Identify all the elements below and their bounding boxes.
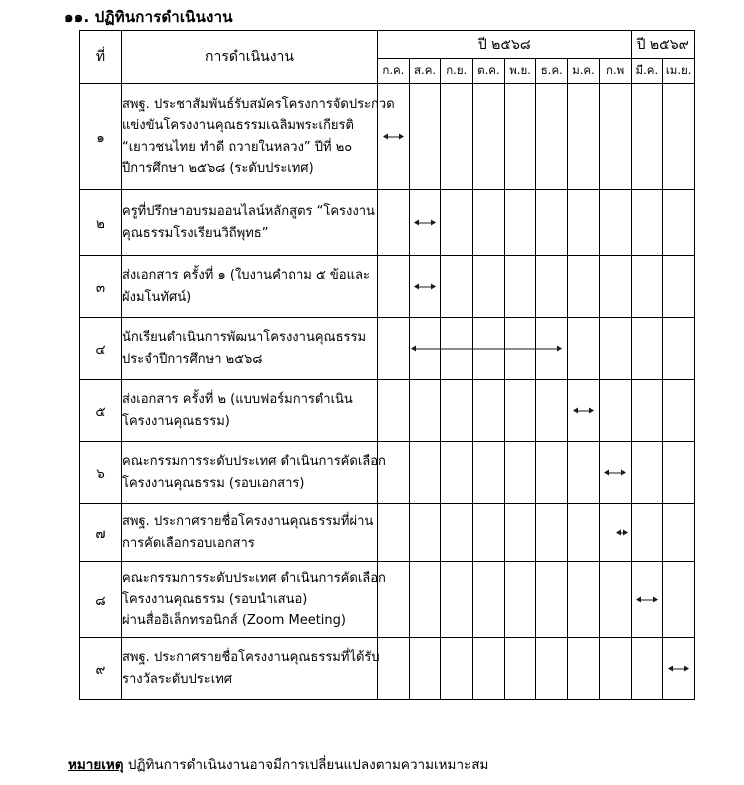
timeline-cell-month-5 (504, 562, 536, 638)
timeline-cell-month-1 (378, 504, 410, 562)
timeline-cell-month-5 (504, 504, 536, 562)
timeline-cell-month-5 (504, 84, 536, 190)
timeline-cell-month-2 (409, 318, 441, 380)
table-row (80, 256, 695, 318)
timeline-cell-month-5 (504, 638, 536, 700)
timeline-arrow-layer (600, 442, 631, 503)
activity-description (122, 256, 378, 318)
timeline-cell-month-9 (631, 504, 663, 562)
timeline-cell-month-4 (473, 84, 505, 190)
timeline-cell-month-6 (536, 562, 568, 638)
timeline-cell-month-8 (599, 442, 631, 504)
row-number: ๘ (80, 562, 122, 638)
timeline-cell-month-10 (663, 84, 695, 190)
activity-description (122, 318, 378, 380)
column-header-month-8: ก.พ (599, 59, 631, 84)
activity-description (122, 84, 395, 190)
column-header-no: ที่ (80, 31, 122, 84)
activity-line: “เยาวชนไทย ทำดี ถวายในหลวง” ปีที่ ๒๐ (122, 139, 353, 155)
table-row (80, 638, 695, 700)
timeline-arrow (415, 286, 435, 287)
timeline-cell-month-4 (473, 442, 505, 504)
activity-line: ผ่านสื่ออิเล็กทรอนิกส์ (Zoom Meeting) (122, 613, 346, 629)
timeline-cell-month-10 (663, 638, 695, 700)
timeline-cell-month-2 (409, 190, 441, 256)
timeline-cell-month-5 (504, 190, 536, 256)
activity-line: ปีการศึกษา ๒๕๖๘ (ระดับประเทศ) (122, 160, 314, 176)
table-body (80, 84, 695, 700)
timeline-cell-month-7 (568, 380, 600, 442)
timeline-arrow (617, 532, 627, 533)
timeline-cell-month-10 (663, 504, 695, 562)
activity-line: แข่งขันโครงงานคุณธรรมเฉลิมพระเกียรติ (122, 118, 354, 134)
activity-line: ส่งเอกสาร ครั้งที่ ๒ (แบบฟอร์มการดำเนิน (122, 392, 353, 408)
column-header-month-9: มี.ค. (631, 59, 663, 84)
activity-line: โครงงานคุณธรรม (รอบนำเสนอ) (122, 591, 308, 607)
timeline-cell-month-8 (599, 504, 631, 562)
column-header-month-10: เม.ย. (663, 59, 695, 84)
timeline-arrow (605, 472, 625, 473)
column-header-month-2: ส.ค. (409, 59, 441, 84)
timeline-cell-month-3 (441, 442, 473, 504)
timeline-cell-month-9 (631, 442, 663, 504)
timeline-arrow (574, 410, 594, 411)
activity-description (122, 638, 378, 700)
timeline-cell-month-2 (409, 442, 441, 504)
timeline-arrow-layer (410, 318, 441, 379)
timeline-cell-month-6 (536, 318, 568, 380)
activity-line: ผังมโนทัศน์) (122, 289, 192, 305)
timeline-cell-month-7 (568, 442, 600, 504)
timeline-cell-month-1 (378, 638, 410, 700)
timeline-cell-month-5 (504, 256, 536, 318)
timeline-cell-month-4 (473, 190, 505, 256)
table-row (80, 504, 695, 562)
activity-line: การคัดเลือกรอบเอกสาร (122, 535, 255, 551)
activity-line: ประจำปีการศึกษา ๒๕๖๘ (122, 351, 263, 367)
row-number: ๔ (80, 318, 122, 380)
activity-description (122, 442, 386, 504)
timeline-cell-month-4 (473, 256, 505, 318)
timeline-cell-month-3 (441, 562, 473, 638)
timeline-cell-month-10 (663, 380, 695, 442)
timeline-cell-month-4 (473, 638, 505, 700)
timeline-cell-month-9 (631, 562, 663, 638)
table-row (80, 380, 695, 442)
timeline-cell-month-2 (409, 380, 441, 442)
timeline-cell-month-1 (378, 190, 410, 256)
timeline-cell-month-6 (536, 380, 568, 442)
column-header-month-3: ก.ย. (441, 59, 473, 84)
activity-line: รางวัลระดับประเทศ (122, 671, 233, 687)
timeline-cell-month-2 (409, 84, 441, 190)
timeline-cell-month-1 (378, 562, 410, 638)
timeline-arrow (637, 599, 657, 600)
timeline-arrow (669, 668, 689, 669)
note-text: ปฏิทินการดำเนินงานอาจมีการเปลี่ยนแปลงตามความเหมาะสม (123, 757, 489, 773)
timeline-cell-month-8 (599, 562, 631, 638)
timeline-cell-month-1 (378, 84, 410, 190)
timeline-cell-month-4 (473, 318, 505, 380)
timeline-arrow (415, 222, 435, 223)
column-header-month-6: ธ.ค. (536, 59, 568, 84)
timeline-cell-month-7 (568, 256, 600, 318)
column-header-year-2569: ปี ๒๕๖๙ (631, 31, 695, 59)
activity-line: โครงงานคุณธรรม) (122, 413, 230, 429)
timeline-cell-month-3 (441, 256, 473, 318)
timeline-cell-month-9 (631, 84, 663, 190)
activity-line: สพฐ. ประกาศรายชื่อโครงงานคุณธรรมที่ได้รับ (122, 650, 380, 666)
timeline-cell-month-7 (568, 318, 600, 380)
timeline-cell-month-6 (536, 638, 568, 700)
timeline-cell-month-9 (631, 318, 663, 380)
activity-description (122, 504, 378, 562)
timeline-cell-month-2 (409, 562, 441, 638)
activity-description (122, 380, 378, 442)
row-number: ๒ (80, 190, 122, 256)
activity-line: คุณธรรมโรงเรียนวิถีพุทธ” (122, 225, 269, 241)
timeline-cell-month-6 (536, 190, 568, 256)
table-row (80, 562, 695, 638)
header-row-year (80, 31, 695, 59)
timeline-cell-month-8 (599, 84, 631, 190)
activity-line: ส่งเอกสาร ครั้งที่ ๑ (ใบงานคำถาม ๕ ข้อและ (122, 268, 370, 284)
timeline-cell-month-8 (599, 256, 631, 318)
timeline-arrow-layer (568, 380, 599, 441)
timeline-cell-month-3 (441, 84, 473, 190)
timeline-cell-month-7 (568, 504, 600, 562)
timeline-cell-month-8 (599, 380, 631, 442)
activity-line: คณะกรรมการระดับประเทศ ดำเนินการคัดเลือก (122, 570, 386, 586)
timeline-cell-month-7 (568, 638, 600, 700)
timeline-cell-month-1 (378, 442, 410, 504)
activity-line: สพฐ. ประกาศรายชื่อโครงงานคุณธรรมที่ผ่าน (122, 514, 374, 530)
timeline-arrow-layer (378, 84, 409, 189)
column-header-activity: การดำเนินงาน (122, 31, 378, 84)
timeline-cell-month-3 (441, 318, 473, 380)
table-row (80, 190, 695, 256)
timeline-cell-month-5 (504, 442, 536, 504)
timeline-arrow-layer (632, 562, 663, 637)
timeline-cell-month-8 (599, 190, 631, 256)
timeline-cell-month-1 (378, 318, 410, 380)
timeline-arrow (384, 136, 404, 137)
timeline-cell-month-7 (568, 562, 600, 638)
timeline-arrow-layer (410, 190, 441, 255)
timeline-cell-month-6 (536, 442, 568, 504)
timeline-cell-month-3 (441, 504, 473, 562)
activity-description (122, 562, 386, 638)
row-number: ๑ (80, 84, 122, 190)
timeline-cell-month-4 (473, 562, 505, 638)
timeline-cell-month-10 (663, 562, 695, 638)
table-row (80, 84, 695, 190)
note-label: หมายเหตุ (68, 757, 124, 773)
column-header-month-4: ต.ค. (473, 59, 505, 84)
activity-description (122, 190, 378, 256)
timeline-cell-month-2 (409, 638, 441, 700)
timeline-cell-month-6 (536, 504, 568, 562)
column-header-month-1: ก.ค. (378, 59, 410, 84)
timeline-cell-month-10 (663, 318, 695, 380)
timeline-cell-month-1 (378, 256, 410, 318)
timeline-cell-month-4 (473, 504, 505, 562)
activity-line: สพฐ. ประชาสัมพันธ์รับสมัครโครงการจัดประกวด (122, 97, 395, 113)
timeline-arrow-layer (600, 504, 631, 561)
timeline-cell-month-3 (441, 638, 473, 700)
timeline-cell-month-9 (631, 380, 663, 442)
row-number: ๖ (80, 442, 122, 504)
timeline-arrow-layer (410, 256, 441, 317)
timeline-cell-month-10 (663, 190, 695, 256)
operation-calendar-table (79, 30, 695, 700)
activity-line: นักเรียนดำเนินการพัฒนาโครงงานคุณธรรม (122, 330, 367, 346)
timeline-cell-month-9 (631, 256, 663, 318)
timeline-cell-month-3 (441, 380, 473, 442)
column-header-year-2568: ปี ๒๕๖๘ (378, 31, 632, 59)
activity-line: คณะกรรมการระดับประเทศ ดำเนินการคัดเลือก (122, 454, 386, 470)
timeline-arrow-layer (663, 638, 694, 699)
timeline-cell-month-8 (599, 318, 631, 380)
page-title: ๑๑. ปฏิทินการดำเนินงาน (64, 8, 233, 26)
timeline-cell-month-7 (568, 190, 600, 256)
timeline-cell-month-9 (631, 638, 663, 700)
timeline-cell-month-10 (663, 442, 695, 504)
timeline-cell-month-6 (536, 256, 568, 318)
timeline-cell-month-1 (378, 380, 410, 442)
note (68, 753, 488, 775)
activity-line: โครงงานคุณธรรม (รอบเอกสาร) (122, 475, 305, 491)
timeline-cell-month-5 (504, 380, 536, 442)
timeline-cell-month-2 (409, 256, 441, 318)
column-header-month-5: พ.ย. (504, 59, 536, 84)
timeline-cell-month-4 (473, 380, 505, 442)
timeline-cell-month-10 (663, 256, 695, 318)
row-number: ๕ (80, 380, 122, 442)
activity-line: ครูที่ปรึกษาอบรมออนไลน์หลักสูตร “โครงงาน (122, 204, 375, 220)
row-number: ๙ (80, 638, 122, 700)
table-header (80, 31, 695, 84)
timeline-cell-month-2 (409, 504, 441, 562)
timeline-cell-month-7 (568, 84, 600, 190)
row-number: ๗ (80, 504, 122, 562)
table-row (80, 318, 695, 380)
timeline-cell-month-8 (599, 638, 631, 700)
column-header-month-7: ม.ค. (568, 59, 600, 84)
timeline-cell-month-6 (536, 84, 568, 190)
timeline-cell-month-5 (504, 318, 536, 380)
timeline-cell-month-3 (441, 190, 473, 256)
table-row (80, 442, 695, 504)
row-number: ๓ (80, 256, 122, 318)
timeline-cell-month-9 (631, 190, 663, 256)
